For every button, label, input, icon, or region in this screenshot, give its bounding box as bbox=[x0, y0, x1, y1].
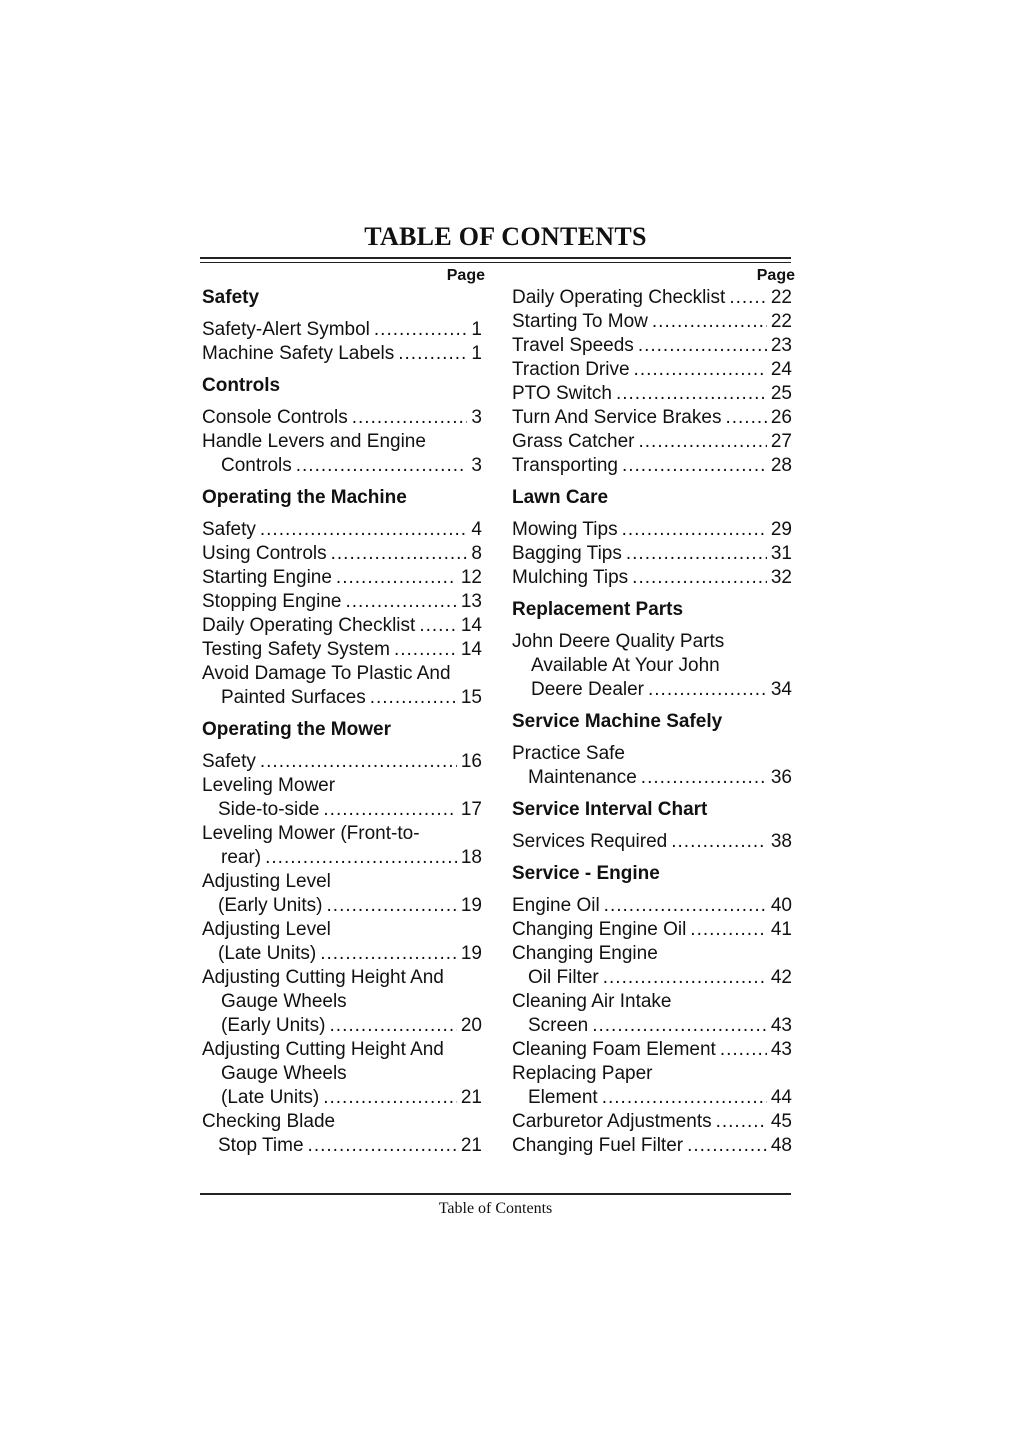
toc-entry-line bbox=[202, 614, 482, 638]
toc-section-heading: Operating the Machine bbox=[202, 487, 407, 508]
toc-entry-title: Stopping Engine bbox=[202, 591, 342, 612]
toc-entry-title: Gauge Wheels bbox=[221, 1063, 347, 1084]
dot-leader bbox=[716, 1110, 767, 1134]
toc-entry[interactable] bbox=[202, 318, 482, 342]
toc-page-number: 14 bbox=[460, 639, 482, 660]
toc-entry-title: Daily Operating Checklist bbox=[202, 615, 416, 636]
toc-entry[interactable] bbox=[202, 822, 482, 870]
toc-entry-title: rear) bbox=[221, 847, 262, 868]
toc-entry-line bbox=[202, 798, 482, 822]
toc-entry-line bbox=[512, 630, 792, 654]
toc-entry[interactable] bbox=[202, 870, 482, 918]
toc-section-heading: Service Interval Chart bbox=[512, 799, 708, 820]
toc-entry[interactable] bbox=[202, 566, 482, 590]
toc-entry-line bbox=[512, 942, 792, 966]
toc-section-heading: Safety bbox=[202, 287, 260, 308]
toc-entry-title: Gauge Wheels bbox=[221, 991, 347, 1012]
toc-page-number: 14 bbox=[460, 615, 482, 636]
section-spacer bbox=[512, 854, 792, 862]
toc-entry-line bbox=[512, 894, 792, 918]
toc-entry[interactable] bbox=[512, 542, 792, 566]
toc-entry[interactable] bbox=[512, 1062, 792, 1110]
toc-entry-title: Bagging Tips bbox=[512, 543, 622, 564]
toc-entry-line bbox=[202, 318, 482, 342]
toc-page-number: 1 bbox=[471, 319, 482, 340]
toc-entry-line bbox=[512, 566, 792, 590]
toc-entry-line bbox=[512, 1086, 792, 1110]
toc-entry-line bbox=[202, 430, 482, 454]
toc-page-number: 15 bbox=[460, 687, 482, 708]
toc-entry-line bbox=[512, 742, 792, 766]
toc-entry[interactable] bbox=[512, 406, 792, 430]
toc-page-number: 25 bbox=[770, 383, 792, 404]
dot-leader bbox=[320, 942, 457, 966]
dot-leader bbox=[602, 1086, 767, 1110]
toc-entry-line bbox=[202, 590, 482, 614]
toc-page-number: 26 bbox=[770, 407, 792, 428]
toc-entry-title: (Early Units) bbox=[218, 895, 323, 916]
toc-entry-line bbox=[202, 750, 482, 774]
toc-entry[interactable] bbox=[202, 590, 482, 614]
toc-section-heading: Operating the Mower bbox=[202, 719, 391, 740]
page-title: TABLE OF CONTENTS bbox=[364, 222, 647, 251]
dot-leader bbox=[604, 894, 767, 918]
toc-entry-title: Leveling Mower (Front-to- bbox=[202, 823, 420, 844]
toc-page-number: 45 bbox=[770, 1111, 792, 1132]
toc-entry-title: Adjusting Cutting Height And bbox=[202, 967, 444, 988]
dot-leader bbox=[336, 566, 457, 590]
dot-leader bbox=[327, 894, 457, 918]
toc-entry-line bbox=[202, 846, 482, 870]
toc-entry[interactable] bbox=[512, 1110, 792, 1134]
toc-entry[interactable] bbox=[202, 918, 482, 966]
toc-page-number: 48 bbox=[770, 1135, 792, 1156]
toc-page-number: 28 bbox=[770, 455, 792, 476]
toc-entry-line bbox=[512, 1014, 792, 1038]
toc-entry[interactable] bbox=[512, 358, 792, 382]
toc-entry-title: Replacing Paper bbox=[512, 1063, 653, 1084]
toc-entry[interactable] bbox=[512, 454, 792, 478]
dot-leader bbox=[260, 518, 468, 542]
toc-entry-line bbox=[202, 542, 482, 566]
toc-entry-line bbox=[202, 1134, 482, 1158]
toc-section-heading: Lawn Care bbox=[512, 487, 609, 508]
dot-leader bbox=[638, 430, 766, 454]
toc-page-number: 42 bbox=[770, 967, 792, 988]
dot-leader bbox=[394, 638, 457, 662]
toc-entry[interactable] bbox=[202, 662, 482, 710]
dot-leader bbox=[725, 406, 766, 430]
toc-entry-title: Checking Blade bbox=[202, 1111, 336, 1132]
toc-entry-title: Starting Engine bbox=[202, 567, 332, 588]
toc-entry-title: Stop Time bbox=[218, 1135, 304, 1156]
toc-page-number: 24 bbox=[770, 359, 792, 380]
toc-entry-title: Cleaning Foam Element bbox=[512, 1039, 716, 1060]
section-spacer bbox=[202, 710, 482, 718]
toc-page-number: 13 bbox=[460, 591, 482, 612]
toc-entry[interactable] bbox=[202, 750, 482, 774]
toc-entry-title: Transporting bbox=[512, 455, 618, 476]
toc-entry-title: Adjusting Level bbox=[202, 871, 331, 892]
toc-page-number: 19 bbox=[460, 895, 482, 916]
toc-entry-line bbox=[202, 942, 482, 966]
toc-entry-line bbox=[202, 990, 482, 1014]
toc-entry[interactable] bbox=[512, 566, 792, 590]
toc-entry[interactable] bbox=[512, 286, 792, 310]
toc-entry-title: (Early Units) bbox=[221, 1015, 326, 1036]
dot-leader bbox=[690, 918, 767, 942]
toc-page-number: 27 bbox=[770, 431, 792, 452]
toc-entry-title: Services Required bbox=[512, 831, 668, 852]
dot-leader bbox=[260, 750, 457, 774]
toc-entry-line bbox=[202, 894, 482, 918]
toc-entry-line bbox=[512, 406, 792, 430]
toc-page-number: 1 bbox=[471, 343, 482, 364]
dot-leader bbox=[622, 518, 767, 542]
toc-entry[interactable] bbox=[512, 382, 792, 406]
toc-page-number: 3 bbox=[471, 407, 482, 428]
toc-section-heading: Controls bbox=[202, 375, 281, 396]
toc-entry-title: Turn And Service Brakes bbox=[512, 407, 722, 428]
dot-leader bbox=[720, 1038, 767, 1062]
dot-leader bbox=[345, 590, 456, 614]
toc-entry[interactable] bbox=[202, 638, 482, 662]
toc-entry-title: (Late Units) bbox=[221, 1087, 320, 1108]
dot-leader bbox=[634, 358, 767, 382]
toc-entry-title: Deere Dealer bbox=[531, 679, 644, 700]
dot-leader bbox=[331, 542, 468, 566]
toc-page-number: 43 bbox=[770, 1039, 792, 1060]
toc-entry-line bbox=[512, 654, 792, 678]
section-spacer bbox=[512, 702, 792, 710]
toc-entry-title: Cleaning Air Intake bbox=[512, 991, 672, 1012]
toc-entry-line bbox=[512, 286, 792, 310]
toc-page-number: 38 bbox=[770, 831, 792, 852]
dot-leader bbox=[626, 542, 767, 566]
toc-section-heading: Replacement Parts bbox=[512, 599, 684, 620]
toc-entry-line bbox=[202, 1014, 482, 1038]
toc-entry-line bbox=[202, 1038, 482, 1062]
dot-leader bbox=[616, 382, 767, 406]
toc-entry[interactable] bbox=[512, 830, 792, 854]
footer-rule bbox=[200, 1193, 791, 1195]
title-rule-thick bbox=[200, 257, 791, 259]
toc-page-number: 18 bbox=[460, 847, 482, 868]
toc-entry-title: Element bbox=[528, 1087, 598, 1108]
toc-entry[interactable] bbox=[202, 406, 482, 430]
toc-page-number: 19 bbox=[460, 943, 482, 964]
toc-entry-title: Starting To Mow bbox=[512, 311, 648, 332]
dot-leader bbox=[323, 798, 456, 822]
page-footer: Table of Contents bbox=[438, 1200, 553, 1217]
toc-entry-line bbox=[512, 334, 792, 358]
toc-entry-line bbox=[512, 1038, 792, 1062]
toc-entry-title: Avoid Damage To Plastic And bbox=[202, 663, 451, 684]
toc-page-number: 20 bbox=[460, 1015, 482, 1036]
toc-entry-line bbox=[202, 1062, 482, 1086]
toc-page-number: 36 bbox=[770, 767, 792, 788]
dot-leader bbox=[352, 406, 468, 430]
toc-entry-title: Screen bbox=[528, 1015, 589, 1036]
toc-entry-title: Safety bbox=[202, 751, 256, 772]
toc-entry-line bbox=[512, 310, 792, 334]
toc-entry-line bbox=[512, 358, 792, 382]
dot-leader bbox=[671, 830, 767, 854]
toc-page-number: 43 bbox=[770, 1015, 792, 1036]
toc-entry-line bbox=[512, 454, 792, 478]
toc-entry-title: (Late Units) bbox=[218, 943, 317, 964]
toc-page-number: 4 bbox=[471, 519, 482, 540]
toc-entry-title: Oil Filter bbox=[528, 967, 599, 988]
toc-entry-title: Changing Engine Oil bbox=[512, 919, 687, 940]
toc-entry-title: Available At Your John bbox=[531, 655, 720, 676]
toc-page-number: 21 bbox=[460, 1135, 482, 1156]
toc-entry-title: Machine Safety Labels bbox=[202, 343, 395, 364]
toc-page-number: 41 bbox=[770, 919, 792, 940]
dot-leader bbox=[603, 966, 767, 990]
toc-entry-title: Mulching Tips bbox=[512, 567, 629, 588]
toc-entry-line bbox=[202, 966, 482, 990]
toc-entry[interactable] bbox=[202, 342, 482, 366]
toc-page-number: 22 bbox=[770, 287, 792, 308]
toc-entry[interactable] bbox=[512, 918, 792, 942]
toc-entry-title: Daily Operating Checklist bbox=[512, 287, 726, 308]
toc-entry-title: Controls bbox=[221, 455, 292, 476]
toc-entry[interactable] bbox=[202, 430, 482, 478]
toc-entry-title: Adjusting Cutting Height And bbox=[202, 1039, 444, 1060]
dot-leader bbox=[330, 1014, 457, 1038]
toc-entry-title: Side-to-side bbox=[218, 799, 320, 820]
section-spacer bbox=[202, 366, 482, 374]
dot-leader bbox=[296, 454, 468, 478]
toc-section-heading: Service Machine Safely bbox=[512, 711, 723, 732]
toc-entry[interactable] bbox=[512, 630, 792, 702]
toc-entry-title: Using Controls bbox=[202, 543, 327, 564]
toc-entry-title: John Deere Quality Parts bbox=[512, 631, 725, 652]
toc-page-number: 12 bbox=[460, 567, 482, 588]
toc-list-right bbox=[512, 286, 792, 1158]
toc-entry-title: Adjusting Level bbox=[202, 919, 331, 940]
toc-entry[interactable] bbox=[202, 542, 482, 566]
toc-entry[interactable] bbox=[202, 518, 482, 542]
toc-entry-line bbox=[512, 518, 792, 542]
toc-page-number: 23 bbox=[770, 335, 792, 356]
toc-entry-line bbox=[202, 1110, 482, 1134]
dot-leader bbox=[648, 678, 767, 702]
toc-entry-line bbox=[512, 430, 792, 454]
toc-entry-line bbox=[512, 918, 792, 942]
toc-entry[interactable] bbox=[512, 430, 792, 454]
toc-page-number: 8 bbox=[471, 543, 482, 564]
toc-entry-line bbox=[202, 662, 482, 686]
toc-page-number: 21 bbox=[460, 1087, 482, 1108]
page-column-header: Page bbox=[756, 267, 795, 284]
toc-entry-line bbox=[202, 774, 482, 798]
toc-entry-title: Safety bbox=[202, 519, 256, 540]
toc-entry[interactable] bbox=[512, 518, 792, 542]
toc-entry-title: Carburetor Adjustments bbox=[512, 1111, 712, 1132]
section-spacer bbox=[512, 590, 792, 598]
toc-column-left bbox=[202, 266, 485, 1158]
toc-entry-title: Painted Surfaces bbox=[221, 687, 366, 708]
toc-entry-title: PTO Switch bbox=[512, 383, 612, 404]
toc-entry-title: Travel Speeds bbox=[512, 335, 634, 356]
dot-leader bbox=[729, 286, 767, 310]
dot-leader bbox=[652, 310, 767, 334]
toc-entry-line bbox=[202, 686, 482, 710]
toc-entry-title: Testing Safety System bbox=[202, 639, 390, 660]
dot-leader bbox=[374, 318, 468, 342]
toc-entry[interactable] bbox=[512, 990, 792, 1038]
toc-entry-title: Engine Oil bbox=[512, 895, 600, 916]
toc-entry-title: Console Controls bbox=[202, 407, 348, 428]
dot-leader bbox=[632, 566, 767, 590]
toc-entry-title: Maintenance bbox=[528, 767, 637, 788]
toc-entry[interactable] bbox=[512, 942, 792, 990]
toc-page-number: 17 bbox=[460, 799, 482, 820]
section-spacer bbox=[512, 790, 792, 798]
dot-leader bbox=[687, 1134, 767, 1158]
toc-entry-line bbox=[202, 454, 482, 478]
dot-leader bbox=[622, 454, 767, 478]
toc-entry[interactable] bbox=[202, 774, 482, 822]
toc-entry-line bbox=[512, 382, 792, 406]
toc-entry[interactable] bbox=[202, 614, 482, 638]
toc-page-number: 40 bbox=[770, 895, 792, 916]
dot-leader bbox=[323, 1086, 457, 1110]
toc-entry-title: Traction Drive bbox=[512, 359, 630, 380]
toc-entry[interactable] bbox=[512, 742, 792, 790]
dot-leader bbox=[419, 614, 457, 638]
toc-page-number: 31 bbox=[770, 543, 792, 564]
toc-entry[interactable] bbox=[202, 1038, 482, 1110]
dot-leader bbox=[398, 342, 467, 366]
toc-page-number: 16 bbox=[460, 751, 482, 772]
toc-entry-line bbox=[512, 966, 792, 990]
toc-entry-title: Mowing Tips bbox=[512, 519, 618, 540]
toc-page-number: 32 bbox=[770, 567, 792, 588]
dot-leader bbox=[308, 1134, 457, 1158]
toc-entry-line bbox=[202, 638, 482, 662]
dot-leader bbox=[370, 686, 457, 710]
toc-entry[interactable] bbox=[512, 334, 792, 358]
section-spacer bbox=[202, 478, 482, 486]
toc-entry-line bbox=[202, 822, 482, 846]
toc-entry-title: Grass Catcher bbox=[512, 431, 635, 452]
toc-page-number: 29 bbox=[770, 519, 792, 540]
toc-entry-line bbox=[512, 830, 792, 854]
toc-entry-line bbox=[202, 918, 482, 942]
toc-page-number: 3 bbox=[471, 455, 482, 476]
page-column-header: Page bbox=[446, 267, 485, 284]
toc-entry-line bbox=[202, 342, 482, 366]
toc-page-number: 44 bbox=[770, 1087, 792, 1108]
toc-entry-line bbox=[512, 1062, 792, 1086]
toc-entry[interactable] bbox=[202, 966, 482, 1038]
title-rule-thin bbox=[200, 262, 791, 263]
dot-leader bbox=[638, 334, 767, 358]
toc-column-right bbox=[512, 266, 795, 1158]
section-spacer bbox=[512, 478, 792, 486]
toc-list-left bbox=[202, 286, 482, 1158]
dot-leader bbox=[641, 766, 767, 790]
toc-page-number: 34 bbox=[770, 679, 792, 700]
toc-entry-line bbox=[512, 1134, 792, 1158]
toc-entry-line bbox=[512, 1110, 792, 1134]
toc-entry-title: Safety-Alert Symbol bbox=[202, 319, 370, 340]
dot-leader bbox=[592, 1014, 767, 1038]
toc-entry-line bbox=[202, 566, 482, 590]
toc-entry[interactable] bbox=[512, 310, 792, 334]
toc-entry-line bbox=[512, 990, 792, 1014]
toc-entry-line bbox=[202, 518, 482, 542]
toc-entry-line bbox=[202, 1086, 482, 1110]
toc-entry-line bbox=[202, 406, 482, 430]
toc-entry[interactable] bbox=[512, 1134, 792, 1158]
toc-section-heading: Service - Engine bbox=[512, 863, 660, 884]
toc-entry[interactable] bbox=[512, 894, 792, 918]
toc-entry-line bbox=[202, 870, 482, 894]
dot-leader bbox=[265, 846, 457, 870]
toc-entry-title: Practice Safe bbox=[512, 743, 625, 764]
toc-entry[interactable] bbox=[202, 1110, 482, 1158]
toc-entry-title: Handle Levers and Engine bbox=[202, 431, 426, 452]
toc-page-number: 22 bbox=[770, 311, 792, 332]
toc-entry-title: Changing Fuel Filter bbox=[512, 1135, 684, 1156]
toc-entry-line bbox=[512, 542, 792, 566]
toc-entry-line bbox=[512, 678, 792, 702]
toc-entry-title: Changing Engine bbox=[512, 943, 658, 964]
toc-entry[interactable] bbox=[512, 1038, 792, 1062]
toc-entry-line bbox=[512, 766, 792, 790]
toc-entry-title: Leveling Mower bbox=[202, 775, 336, 796]
